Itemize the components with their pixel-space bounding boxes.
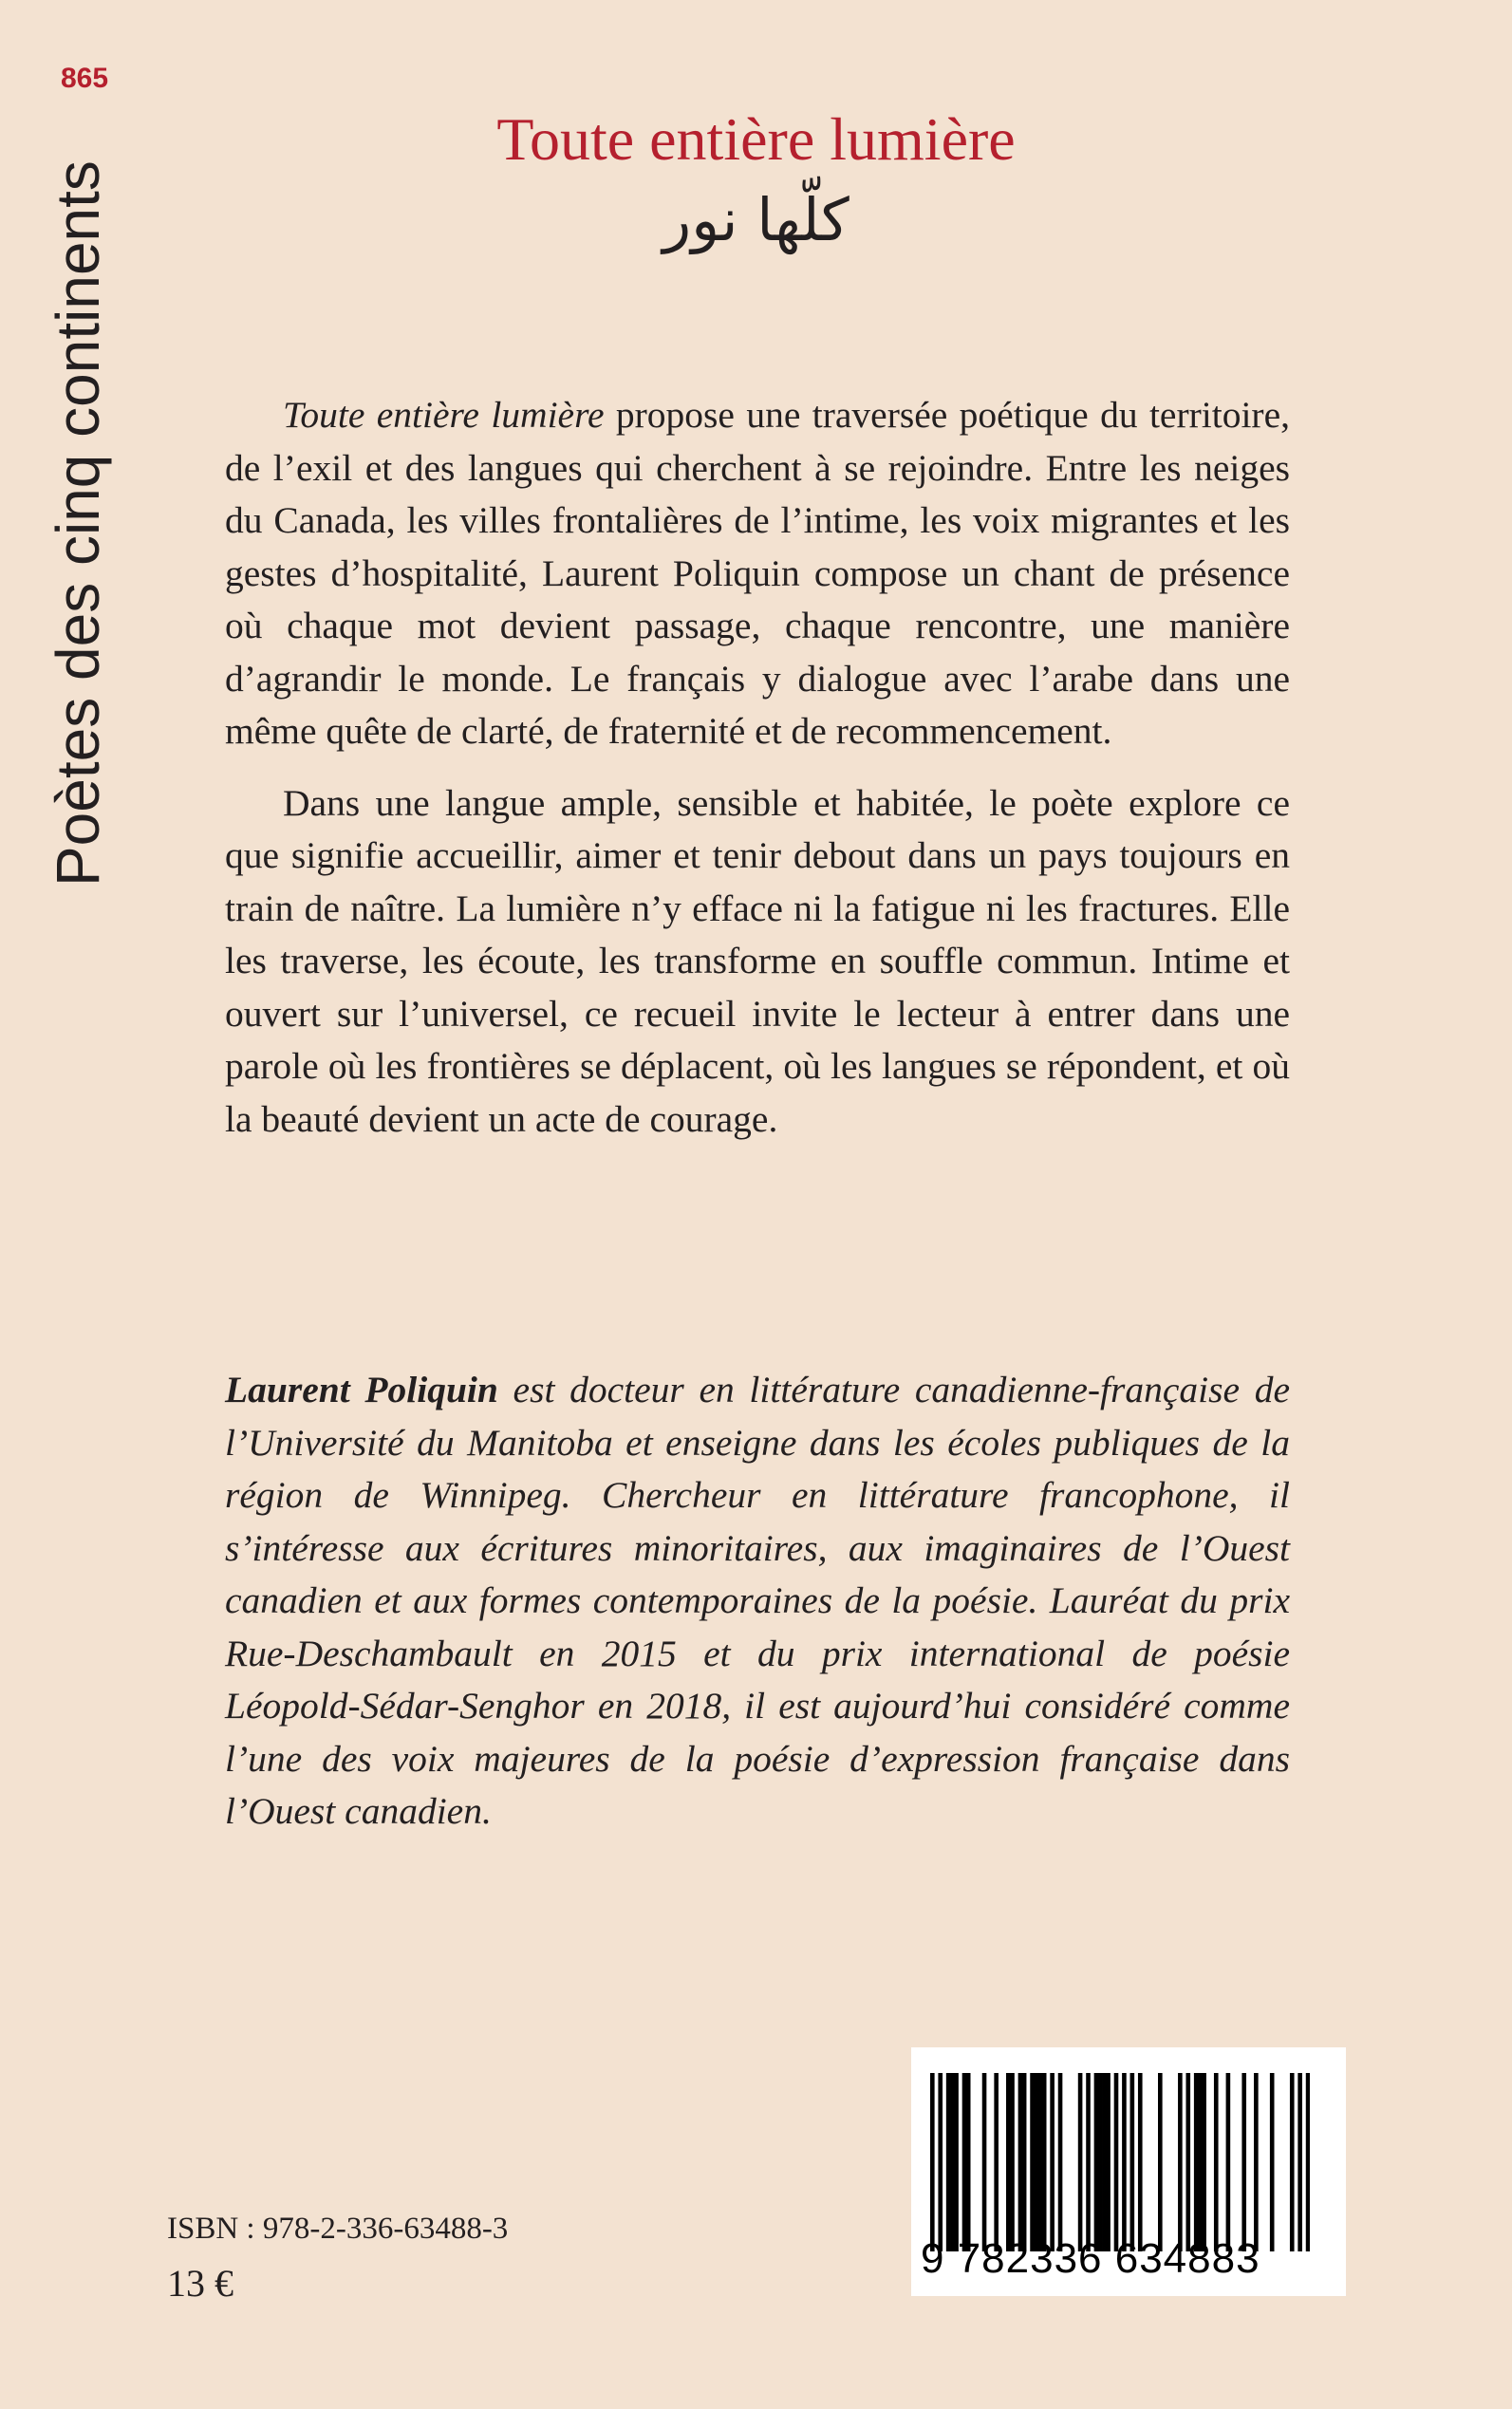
barcode-digits: 9 782336 634883 (921, 2235, 1260, 2282)
barcode-bar (1297, 2073, 1302, 2251)
barcode-bar (1050, 2073, 1055, 2251)
barcode-bar (1038, 2073, 1043, 2251)
blurb-paragraph-2: Dans une langue ample, sensible et habitée, le poète explore ce que signifie accueillir, aimer et tenir debout dans un pays toujours en train de naître. La lumière n’y efface ni la fatigue ni les fractures. Elle les traverse, les écoute, les transforme en souffle commun. Intime et ouvert sur l’universel, ce recueil invite le lecteur à entrer dans une parole où les frontières se déplacent, où les langues se répondent, et où la beauté devient un acte de courage. (225, 781, 1290, 1140)
isbn: ISBN : 978-2-336-63488-3 (167, 2212, 509, 2246)
blurb-text-1: propose une traversée poétique du territoire, de l’exil et des langues qui cherchent à se rejoindre. Entre les neiges du Canada, les villes frontalières de l’intime, les voix migrantes et les gestes d’hospitalité, Laurent Poliquin compose un chant de présence où chaque mot devient passage, chaque rencontre, une manière d’agrandir le monde. Le français y dialogue avec l’arabe dans une même quête de clarté, de fraternité et de recommencement. (225, 394, 1290, 752)
barcode-bar (1254, 2073, 1259, 2251)
barcode-bar (1010, 2073, 1015, 2251)
barcode-bar (938, 2073, 943, 2251)
series-name: Poètes des cinq continents (44, 160, 112, 887)
barcode-bar (1214, 2073, 1219, 2251)
blurb-paragraph-1 (225, 389, 1290, 758)
barcode-bar (1034, 2073, 1038, 2251)
barcode-bar (1094, 2073, 1099, 2251)
barcode-bar (1226, 2073, 1231, 2251)
author-bio (225, 1364, 1290, 1839)
author-name: Laurent Poliquin (225, 1369, 498, 1410)
barcode-bar (1270, 2073, 1275, 2251)
barcode-bar (1058, 2073, 1063, 2251)
barcode-bar (982, 2073, 987, 2251)
barcode-bar (1130, 2073, 1135, 2251)
barcode-bar (1122, 2073, 1127, 2251)
barcode-bar (1106, 2073, 1111, 2251)
barcode-bar (1194, 2073, 1199, 2251)
barcode-bar (1086, 2073, 1091, 2251)
book-blurb (225, 389, 1290, 1165)
barcode-bar (1078, 2073, 1083, 2251)
barcode-bar (1241, 2073, 1246, 2251)
barcode-bar (1102, 2073, 1107, 2251)
barcode-bar (1202, 2073, 1206, 2251)
barcode-bar (1030, 2073, 1035, 2251)
barcode-bar (954, 2073, 959, 2251)
price: 13 € (167, 2262, 233, 2305)
barcode-bar (966, 2073, 971, 2251)
barcode-bar (1098, 2073, 1103, 2251)
barcode-bar (946, 2073, 951, 2251)
book-title-french: Toute entière lumière (496, 105, 1016, 173)
barcode-bar (1178, 2073, 1183, 2251)
barcode-bar (962, 2073, 967, 2251)
barcode-bar (1185, 2073, 1190, 2251)
barcode-bar (1306, 2073, 1310, 2251)
barcode-bars (930, 2073, 1310, 2251)
blurb-title-reference: Toute entière lumière (283, 394, 605, 436)
barcode-bar (930, 2073, 935, 2251)
barcode-bar (1006, 2073, 1011, 2251)
barcode-bar (1290, 2073, 1295, 2251)
barcode-bar (1018, 2073, 1023, 2251)
barcode-bar (1138, 2073, 1143, 2251)
barcode-bar (1042, 2073, 1047, 2251)
author-bio-text: est docteur en littérature canadienne-française de l’Université du Manitoba et enseigne dans les écoles publiques de la région de Winnipeg. Chercheur en littérature francophone, il s’intéresse aux écritures minoritaires, aux imaginaires de l’Ouest canadien et aux formes contemporaines de la poésie. Lauréat du prix Rue-Deschambault en 2015 et du prix international de poésie Léopold-Sédar-Senghor en 2018, il est aujourd’hui considéré comme l’une des voix majeures de la poésie d’expression française dans l’Ouest canadien. (225, 1369, 1291, 1832)
barcode-bar (1022, 2073, 1027, 2251)
series-number: 865 (61, 63, 109, 94)
barcode-bar (950, 2073, 955, 2251)
barcode (911, 2047, 1346, 2296)
barcode-bar (1158, 2073, 1163, 2251)
barcode-bar (1114, 2073, 1119, 2251)
barcode-bar (1198, 2073, 1203, 2251)
barcode-bar (994, 2073, 999, 2251)
book-title-arabic: كلّها نور (663, 185, 849, 254)
